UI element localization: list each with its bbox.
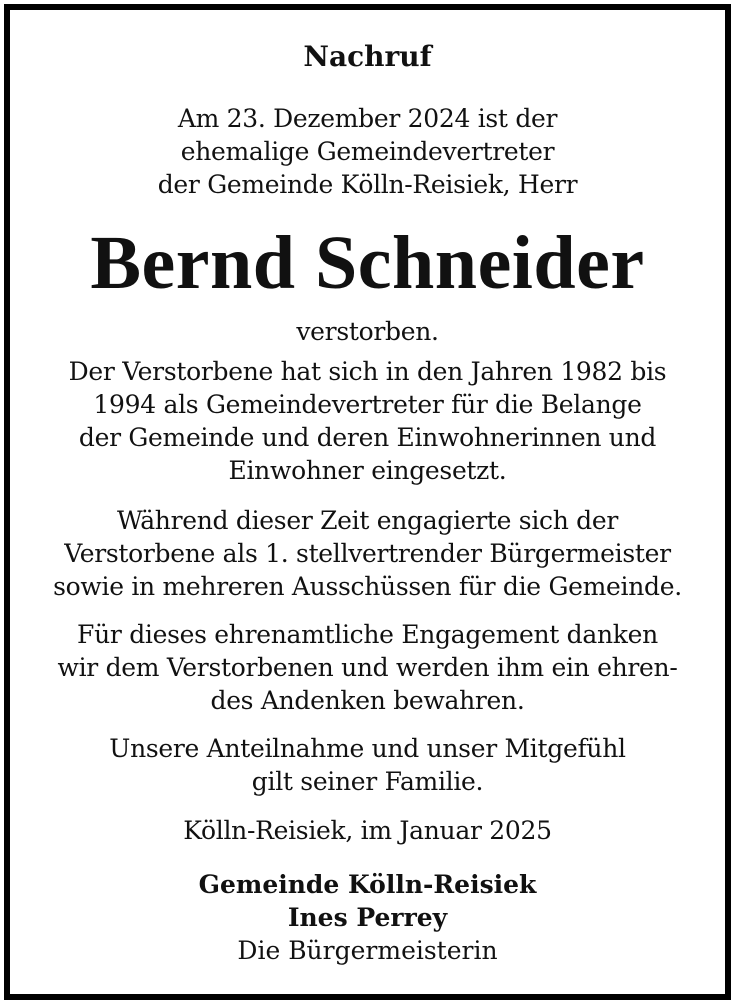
- signature-signer: Ines Perrey: [287, 903, 448, 932]
- paragraph-line: Einwohner eingesetzt.: [228, 456, 507, 485]
- intro-line: ehemalige Gemeindevertreter: [180, 137, 555, 166]
- paragraph-line: gilt seiner Familie.: [251, 767, 484, 796]
- notice-heading: Nachruf: [303, 40, 432, 73]
- paragraph-condolence: [10, 732, 725, 798]
- paragraph-line: wir dem Verstorbenen und werden ihm ein ehren-: [57, 653, 678, 682]
- paragraph-line: der Gemeinde und deren Einwohnerinnen und: [78, 423, 657, 452]
- paragraph-line: des Andenken bewahren.: [210, 686, 525, 715]
- place-date-line: Kölln-Reisiek, im Januar 2025: [183, 816, 552, 845]
- signature-organization: Gemeinde Kölln-Reisiek: [198, 870, 537, 899]
- paragraph-line: 1994 als Gemeindevertreter für die Belange: [93, 390, 642, 419]
- notice-content: [10, 10, 725, 994]
- paragraph-service: [10, 355, 725, 487]
- place-date: [10, 814, 725, 847]
- notice-frame: [4, 4, 731, 1000]
- paragraph-line: Der Verstorbene hat sich in den Jahren 1982 bis: [68, 357, 667, 386]
- intro-line: der Gemeinde Kölln-Reisiek, Herr: [157, 170, 578, 199]
- paragraph-engagement: [10, 504, 725, 603]
- after-name-line: verstorben.: [296, 317, 439, 346]
- paragraph-line: Unsere Anteilnahme und unser Mitgefühl: [109, 734, 626, 763]
- paragraph-line: Während dieser Zeit engagierte sich der: [116, 506, 619, 535]
- paragraph-thanks: [10, 618, 725, 717]
- paragraph-line: sowie in mehreren Ausschüssen für die Gemeinde.: [53, 572, 682, 601]
- after-name-text: [10, 315, 725, 348]
- signature-role: Die Bürgermeisterin: [237, 936, 498, 965]
- intro-line: Am 23. Dezember 2024 ist der: [177, 104, 558, 133]
- signature-block: [10, 868, 725, 967]
- paragraph-line: Für dieses ehrenamtliche Engagement danken: [77, 620, 658, 649]
- paragraph-line: Verstorbene als 1. stellvertrender Bürgermeister: [64, 539, 671, 568]
- intro-paragraph: [10, 102, 725, 201]
- deceased-name: Bernd Schneider: [90, 221, 645, 305]
